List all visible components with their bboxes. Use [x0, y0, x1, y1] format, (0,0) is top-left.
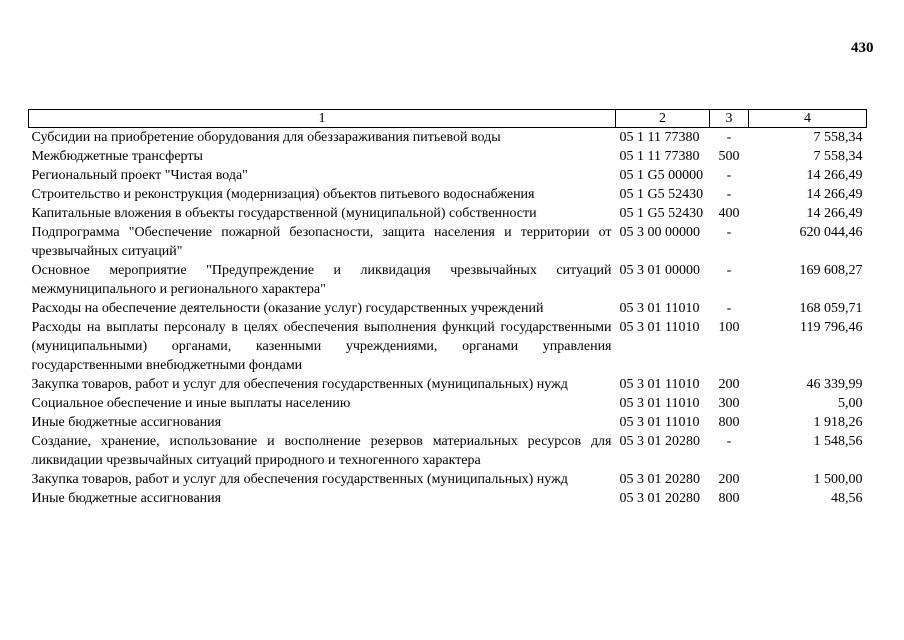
row-code: 05 3 01 20280 [619, 472, 700, 487]
row-code: 05 3 01 20280 [619, 434, 700, 449]
row-amount: 14 266,49 [806, 206, 863, 221]
table-row [29, 128, 867, 148]
row-name: Иные бюджетные ассигнования [31, 491, 222, 506]
table-row [29, 394, 867, 413]
row-name: Иные бюджетные ассигнования [31, 415, 222, 430]
row-amount: 169 608,27 [799, 263, 863, 278]
row-name: Региональный проект "Чистая вода" [31, 168, 248, 183]
row-name: Расходы на выплаты персоналу в целях обеспечения выполнения функций государственными (муниципальными) органами, казенными учреждениями, органами управления государственными внебюджетными фондами [31, 320, 612, 373]
row-name: Капитальные вложения в объекты государственной (муниципальной) собственности [31, 206, 537, 221]
row-name: Закупка товаров, работ и услуг для обеспечения государственных (муниципальных) нужд [31, 472, 568, 487]
row-name: Строительство и реконструкция (модернизация) объектов питьевого водоснабжения [31, 187, 535, 202]
header-col-code: 2 [616, 110, 710, 128]
row-amount: 620 044,46 [799, 225, 863, 240]
row-code: 05 3 01 00000 [619, 263, 700, 278]
row-code: 05 3 01 11010 [619, 301, 700, 316]
row-code: 05 1 11 77380 [619, 130, 700, 145]
row-vr: - [726, 225, 732, 240]
row-vr: 100 [718, 320, 740, 335]
budget-table [28, 109, 867, 508]
table-body [29, 128, 867, 509]
row-name: Подпрограмма "Обеспечение пожарной безопасности, защита населения и территории от чрезвычайных ситуаций" [31, 225, 612, 259]
row-amount: 1 548,56 [813, 434, 863, 449]
row-code: 05 1 G5 52430 [619, 206, 704, 221]
row-vr: 200 [718, 377, 740, 392]
row-code: 05 3 00 00000 [619, 225, 700, 240]
row-name: Создание, хранение, использование и восполнение резервов материальных ресурсов для ликвидации чрезвычайных ситуаций природного и техногенного характера [31, 434, 612, 468]
row-amount: 119 796,46 [800, 320, 863, 335]
row-code: 05 3 01 11010 [619, 320, 700, 335]
header-col-name: 1 [29, 110, 616, 128]
table-row [29, 261, 867, 299]
row-amount: 7 558,34 [813, 130, 863, 145]
header-col-amount: 4 [749, 110, 867, 128]
row-vr: 400 [718, 206, 740, 221]
table-row [29, 375, 867, 394]
row-vr: - [726, 434, 732, 449]
row-amount: 46 339,99 [806, 377, 863, 392]
row-vr: - [726, 168, 732, 183]
row-code: 05 1 G5 52430 [619, 187, 704, 202]
row-code: 05 3 01 11010 [619, 396, 700, 411]
row-amount: 1 918,26 [813, 415, 863, 430]
row-name: Основное мероприятие "Предупреждение и ликвидация чрезвычайных ситуаций межмуниципального и регионального характера" [31, 263, 612, 297]
table-row [29, 166, 867, 185]
row-vr: - [726, 301, 732, 316]
table-row [29, 204, 867, 223]
row-vr: 800 [718, 415, 740, 430]
table-row [29, 318, 867, 375]
row-amount: 1 500,00 [813, 472, 863, 487]
row-amount: 7 558,34 [813, 149, 863, 164]
row-code: 05 1 G5 00000 [619, 168, 704, 183]
row-vr: - [726, 263, 732, 278]
header-row [29, 110, 867, 128]
row-vr: 300 [718, 396, 740, 411]
table-row [29, 470, 867, 489]
table-row [29, 223, 867, 261]
row-amount: 5,00 [838, 396, 863, 411]
row-name: Расходы на обеспечение деятельности (оказание услуг) государственных учреждений [31, 301, 544, 316]
row-vr: - [726, 130, 732, 145]
table-row [29, 432, 867, 470]
row-name: Закупка товаров, работ и услуг для обеспечения государственных (муниципальных) нужд [31, 377, 568, 392]
table-row [29, 299, 867, 318]
table-row [29, 489, 867, 508]
header-col-vr: 3 [710, 110, 749, 128]
page-number: 430 [851, 40, 874, 56]
row-amount: 168 059,71 [799, 301, 863, 316]
row-name: Межбюджетные трансферты [31, 149, 203, 164]
row-code: 05 3 01 20280 [619, 491, 700, 506]
table-row [29, 413, 867, 432]
row-code: 05 1 11 77380 [619, 149, 700, 164]
row-code: 05 3 01 11010 [619, 377, 700, 392]
row-amount: 48,56 [831, 491, 863, 506]
row-amount: 14 266,49 [806, 168, 863, 183]
table-row [29, 147, 867, 166]
table-row [29, 185, 867, 204]
table-header [29, 110, 867, 128]
row-vr: 500 [718, 149, 740, 164]
row-amount: 14 266,49 [806, 187, 863, 202]
row-name: Субсидии на приобретение оборудования для обеззараживания питьевой воды [31, 130, 501, 145]
row-vr: 200 [718, 472, 740, 487]
row-vr: - [726, 187, 732, 202]
row-vr: 800 [718, 491, 740, 506]
row-name: Социальное обеспечение и иные выплаты населению [31, 396, 351, 411]
row-code: 05 3 01 11010 [619, 415, 700, 430]
